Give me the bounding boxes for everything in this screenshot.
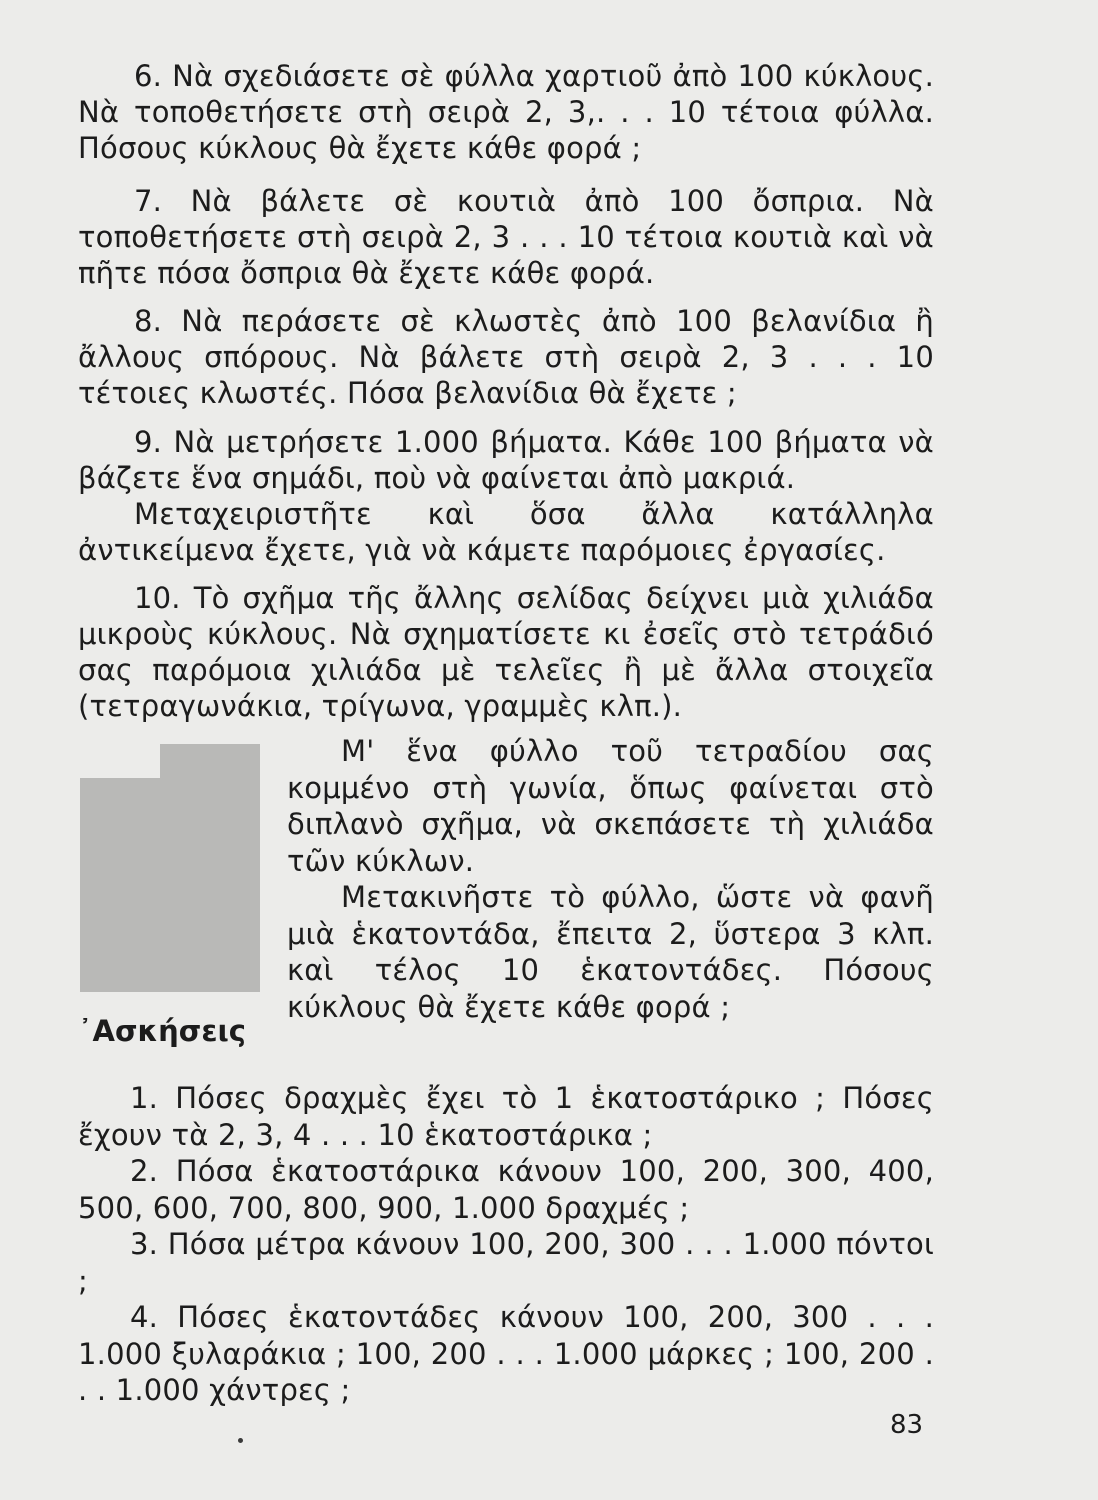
exercise-item: 2. Πόσα ἑκατοστάρικα κάνουν 100, 200, 300, 400, 500, 600, 700, 800, 900, 1.000 δραχμές ; xyxy=(78,1154,934,1225)
paragraph-9-text: 9. Νὰ μετρήσετε 1.000 βήματα. Κάθε 100 βήματα νὰ βάζετε ἕνα σημάδι, ποὺ νὰ φαίνεται ἀπὸ μακριά. xyxy=(78,425,934,495)
paragraph-6 xyxy=(78,58,934,166)
exercise-item: 1. Πόσες δραχμὲς ἔχει τὸ 1 ἑκατοστάρικο ; Πόσες ἔχουν τὰ 2, 3, 4 . . . 10 ἑκατοστάρικα ; xyxy=(78,1081,934,1152)
figure-instructions-text-1: Μ' ἕνα φύλλο τοῦ τετραδίου σας κομμένο στὴ γωνία, ὅπως φαίνεται στὸ διπλανὸ σχῆμα, νὰ σκεπάσετε τὴ χιλιάδα τῶν κύκλων. xyxy=(287,734,934,878)
exercises-heading: ᾿Ασκήσεις xyxy=(78,1014,246,1048)
paragraph-10 xyxy=(78,580,934,724)
paragraph-8 xyxy=(78,303,934,411)
exercises-list xyxy=(78,1080,934,1409)
cut-sheet-shape xyxy=(80,744,260,992)
figure-instructions-text-2: Μετακινῆστε τὸ φύλλο, ὥστε νὰ φανῆ μιὰ ἑκατοντάδα, ἔπειτα 2, ὕστερα 3 κλπ. καὶ τέλος 10 ἑκατοντάδες. Πόσους κύκλους θὰ ἔχετε κάθε φορά ; xyxy=(287,880,934,1024)
printing-speck xyxy=(238,1438,243,1443)
cut-sheet-figure xyxy=(80,744,260,992)
paragraph-7 xyxy=(78,183,934,291)
exercise-item: 4. Πόσες ἑκατοντάδες κάνουν 100, 200, 300 . . . 1.000 ξυλαράκια ; 100, 200 . . . 1.000 μάρκες ; 100, 200 . . . 1.000 χάντρες ; xyxy=(78,1300,934,1407)
paragraph-7-text: 7. Νὰ βάλετε σὲ κουτιὰ ἀπὸ 100 ὄσπρια. Νὰ τοποθετήσετε στὴ σειρὰ 2, 3 . . . 10 τέτοια κουτιὰ καὶ νὰ πῆτε πόσα ὄσπρια θὰ ἔχετε κάθε φορά. xyxy=(78,184,934,290)
paragraph-10-text: 10. Τὸ σχῆμα τῆς ἄλλης σελίδας δείχνει μιὰ χιλιάδα μικροὺς κύκλους. Νὰ σχηματίσετε κι ἐσεῖς στὸ τετράδιό σας παρόμοια χιλιάδα μὲ τελεῖες ἢ μὲ ἄλλα στοιχεῖα (τετραγωνάκια, τρίγωνα, γραμμὲς κλπ.). xyxy=(78,581,934,723)
paragraph-8-text: 8. Νὰ περάσετε σὲ κλωστὲς ἀπὸ 100 βελανίδια ἢ ἄλλους σπόρους. Νὰ βάλετε στὴ σειρὰ 2, 3 . . . 10 τέτοιες κλωστές. Πόσα βελανίδια θὰ ἔχετε ; xyxy=(78,304,934,410)
paragraph-6-text: 6. Νὰ σχεδιάσετε σὲ φύλλα χαρτιοῦ ἀπὸ 100 κύκλους. Νὰ τοποθετήσετε στὴ σειρὰ 2, 3,. . . 10 τέτοια φύλλα. Πόσους κύκλους θὰ ἔχετε κάθε φορά ; xyxy=(78,59,934,165)
paragraph-9-followup: Μεταχειριστῆτε καὶ ὅσα ἄλλα κατάλληλα ἀντικείμενα ἔχετε, γιὰ νὰ κάμετε παρόμοιες ἐργασίες. xyxy=(78,497,934,567)
figure-instructions xyxy=(287,733,934,1025)
page-number: 83 xyxy=(890,1410,924,1440)
exercise-item: 3. Πόσα μέτρα κάνουν 100, 200, 300 . . . 1.000 πόντοι ; xyxy=(78,1227,934,1298)
paragraph-9 xyxy=(78,424,934,568)
